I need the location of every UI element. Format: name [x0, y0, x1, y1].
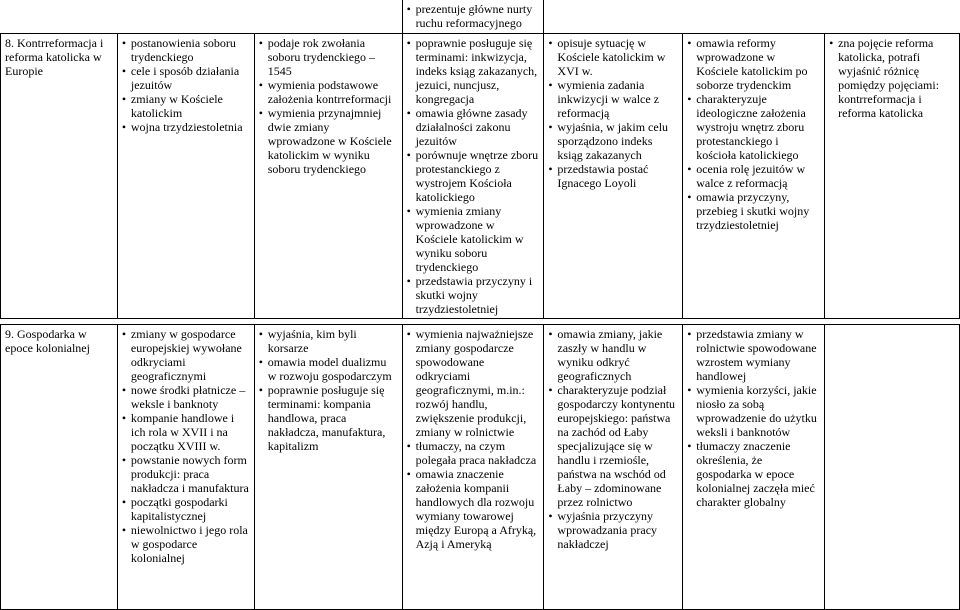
requirements-cell [254, 324, 402, 609]
list-item: • wymienia podstawowe założenia kontrreformacji [259, 78, 398, 106]
topic-title: 9. Gospodarka w epoce kolonialnej [5, 326, 90, 355]
content-cell [117, 324, 254, 609]
list-item: • porównuje wnętrze zboru protestanckiego z wystrojem Kościoła katolickiego [407, 148, 540, 204]
list-item: • tłumaczy, na czym polegała praca nakładcza [407, 439, 540, 467]
list-item: • cele i sposób działania jezuitów [122, 64, 250, 92]
list-item: • wymienia zmiany wprowadzone w Kościele katolickim w wyniku soboru trydenckiego [407, 204, 540, 274]
list-item: • wymienia korzyści, jakie niosło za sobą wprowadzenie do użytku weksli i banknotów [687, 383, 820, 439]
list-item: • kompanie handlowe i ich rola w XVII i na początku XVIII w. [122, 411, 250, 453]
list-item: • charakteryzuje ideologiczne założenia wystroju wnętrz zboru protestanckiego i kościoła katolickiego [687, 92, 820, 162]
list-item: • omawia przyczyny, przebieg i skutki wojny trzydziestoletniej [687, 190, 820, 232]
content-cell [117, 33, 254, 318]
list-item: • wymienia przynajmniej dwie zmiany wprowadzone w Kościele katolickim w wyniku soboru trydenckiego [259, 106, 398, 176]
requirements-cell [402, 324, 544, 609]
list-item: • charakteryzuje podział gospodarczy kontynentu europejskiego: państwa na zachód od Łaby specjalizujące się w handlu i rzemiośle, państwa na wschód od Łaby – zdominowane przez rolnictwo [548, 383, 678, 509]
list-item: • omawia główne zasady działalności zakonu jezuitów [407, 106, 540, 148]
requirements-cell [402, 33, 544, 318]
list-item: • przedstawia postać Ignacego Loyoli [548, 162, 678, 190]
list-item: • opisuje sytuację w Kościele katolickim w XVI w. [548, 36, 678, 78]
list-item: • omawia znaczenie założenia kompanii handlowych dla rozwoju wymiany towarowej między Europą a Afryką, Azją i Ameryką [407, 467, 540, 551]
topic-title: 8. Kontrreformacja i reforma katolicka w Europie [5, 35, 104, 78]
requirements-cell [254, 33, 402, 318]
list-item: • wojna trzydziestoletnia [122, 120, 250, 134]
list-item: • nowe środki płatnicze – weksle i banknoty [122, 383, 250, 411]
requirements-cell [825, 33, 960, 318]
list-item: • poprawnie posługuje się terminami: kompania handlowa, praca nakładcza, manufaktura, kapitalizm [259, 383, 398, 453]
list-item: • wymienia zadania inkwizycji w walce z reformacją [548, 78, 678, 120]
table-row [1, 324, 960, 609]
list-item: • zmiany w Kościele katolickim [122, 92, 250, 120]
table-row [1, 33, 960, 318]
list-item: • poprawnie posługuje się terminami: inkwizycja, indeks ksiąg zakazanych, jezuici, nuncjusz, kongregacja [407, 36, 540, 106]
requirements-cell [683, 324, 825, 609]
requirements-cell [544, 33, 683, 318]
list-item: • powstanie nowych form produkcji: praca nakładcza i manufaktura [122, 453, 250, 495]
list-item: • prezentuje główne nurty ruchu reformacyjnego [407, 2, 540, 30]
list-item: • omawia reformy wprowadzone w Kościele katolickim po soborze trydenckim [687, 36, 820, 92]
list-item: • niewolnictwo i jego rola w gospodarce kolonialnej [122, 523, 250, 565]
list-item: • zna pojęcie reforma katolicka, potrafi wyjaśnić różnicę pomiędzy pojęciami: kontrreformacja i reforma katolicka [829, 36, 955, 120]
top-fragment-cell [402, 0, 544, 33]
list-item: • przedstawia zmiany w rolnictwie spowodowane wzrostem wymiany handlowej [687, 327, 820, 383]
list-item: • zmiany w gospodarce europejskiej wywołane odkryciami geograficznymi [122, 327, 250, 383]
list-item: • wyjaśnia, w jakim celu sporządzono indeks ksiąg zakazanych [548, 120, 678, 162]
list-item: • ocenia rolę jezuitów w walce z reformacją [687, 162, 820, 190]
list-item: • omawia model dualizmu w rozwoju gospodarczym [259, 355, 398, 383]
list-item: • wyjaśnia, kim byli korsarze [259, 327, 398, 355]
list-item: • postanowienia soboru trydenckiego [122, 36, 250, 64]
list-item: • podaje rok zwołania soboru trydenckiego – 1545 [259, 36, 398, 78]
topic-cell [1, 324, 118, 609]
topic-cell [1, 33, 118, 318]
list-item: • tłumaczy znaczenie określenia, że gospodarka w epoce kolonialnej zaczęła mieć charakter globalny [687, 439, 820, 509]
requirements-cell [825, 324, 960, 609]
requirements-cell [544, 324, 683, 609]
list-item: • omawia zmiany, jakie zaszły w handlu w wyniku odkryć geograficznych [548, 327, 678, 383]
list-item: • wyjaśnia przyczyny wprowadzania pracy nakładczej [548, 509, 678, 551]
list-item: • przedstawia przyczyny i skutki wojny trzydziestoletniej [407, 274, 540, 316]
requirements-cell [683, 33, 825, 318]
list-item: • początki gospodarki kapitalistycznej [122, 495, 250, 523]
list-item: • wymienia najważniejsze zmiany gospodarcze spowodowane odkryciami geograficznymi, m.in.: rozwój handlu, zwiększenie produkcji, zmiany w rolnictwie [407, 327, 540, 439]
